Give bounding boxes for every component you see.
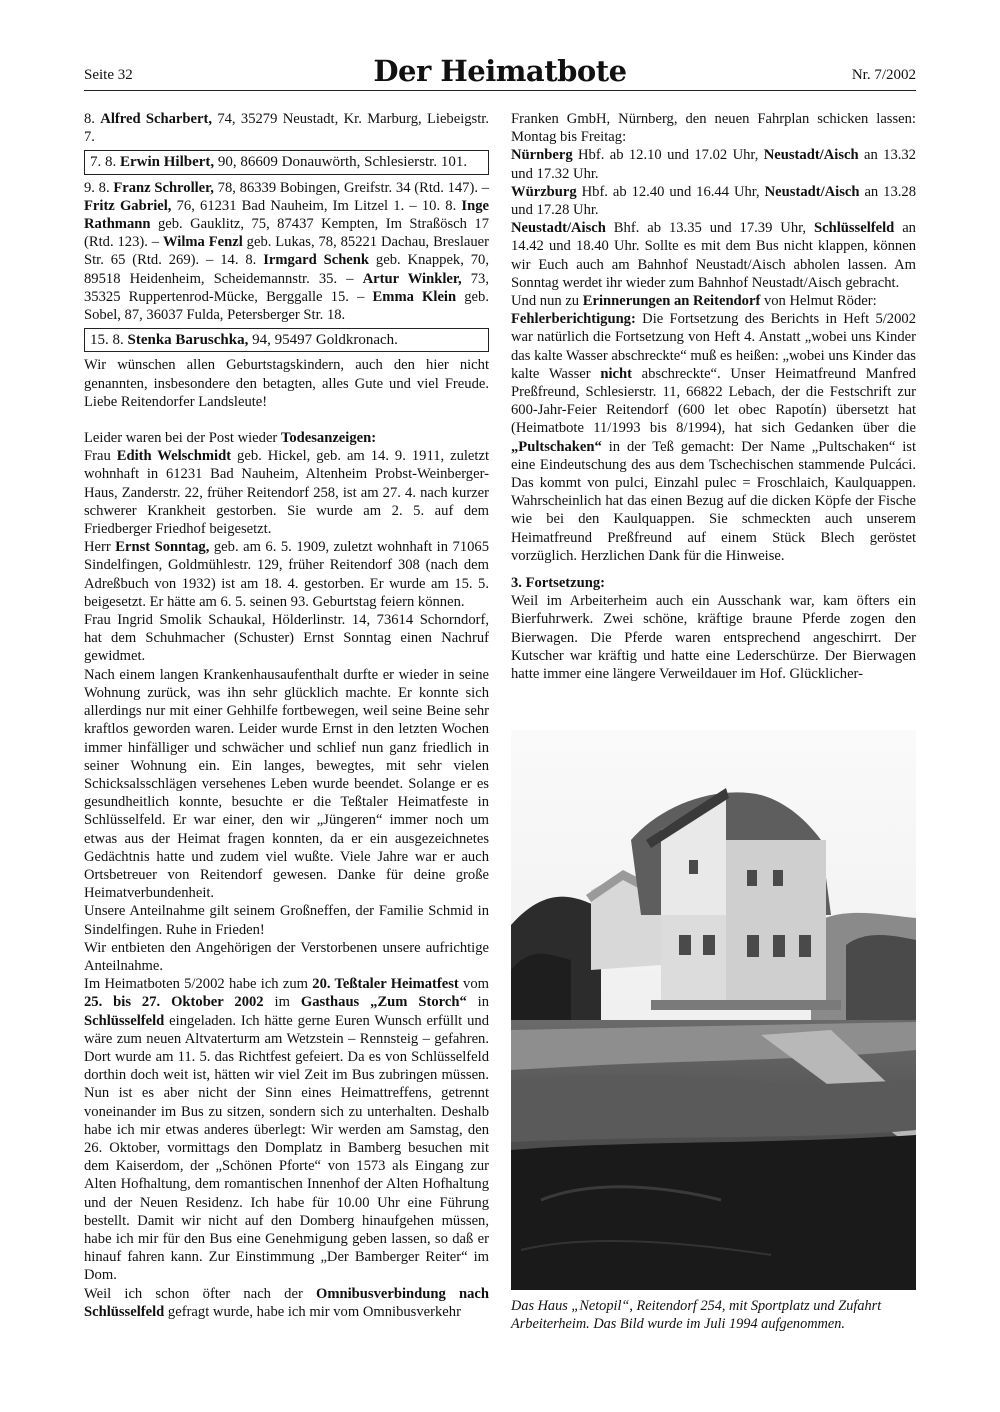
newspaper-logo: Der Heimatbote (373, 54, 627, 88)
section-heading: 3. Fortsetzung: (511, 575, 606, 592)
death-notice: Frau Edith Welschmidt geb. Hickel, geb. am 14. 9. 1911, zuletzt wohnhaft in 61231 Bad Nauheim, Altenheim Probst-Weinberger-Haus, Zanderstr. 22, früher Reitendorf 258, ist am 27. 4. nach kurzer schwerer Krankheit gestorben. Sie wurde am 2. 5. auf dem Friedberger Friedhof beigesetzt. (84, 448, 489, 538)
paragraph: Und nun zu Erinnerungen an Reitendorf von Helmut Röder: (511, 293, 877, 310)
death-notices-intro: Leider waren bei der Post wieder Todesanzeigen: (84, 430, 377, 447)
heimatfest-paragraph: Im Heimatboten 5/2002 habe ich zum 20. Teßtaler Heimatfest vom 25. bis 27. Oktober 2002 im Gasthaus „Zum Storch“ in Schlüsselfeld eingeladen. Ich hätte gerne Euren Wunsch erfüllt und wäre zum neuen Altvaterturm am Wetzstein – Rennsteig – gefahren. Dort wurde am 11. 5. das Richtfest gefeiert. Da es von Schlüsselfeld dorthin doch weit ist, hätten wir viel Zeit im Bus zubringen müssen. Nun ist es aber nicht der Sinn eines Heimattreffens, getrennt voneinander im Bus zu sitzen, sondern sich zu unterhalten. Deshalb habe ich mir etwas anderes überlegt: Wir werden am Samstag, den 26. Oktober, vormittags den Domplatz in Bamberg besuchen mit dem Kaiserdom, der „Schönen Pforte“ von 1573 als Eingang zur Alten Hofhaltung, dem romantischen Innenhof der Alten Hofhaltung und der Neuen Residenz. Ich habe für 10.00 Uhr eine Führung bestellt. Damit wir nicht auf den Domberg hinaufgehen müssen, habe ich mir für den Bus eine Genehmigung geben lassen, so daß er hinauf fahren kann. Zur Einstimmung „Der Bamberger Reiter“ im Dom. (84, 976, 490, 1284)
photo-caption: Das Haus „Netopil“, Reitendorf 254, mit Sportplatz und Zufahrt Arbeiterheim. Das Bild wurde im Juli 1994 aufgenommen. (511, 1298, 882, 1332)
paragraph: Nach einem langen Krankenhausaufenthalt durfte er wieder in seine Wohnung zurück, was ihn sehr glücklich machte. Er konnte sich allerdings nur mit einer Gehhilfe fortbewegen, weil seine Beine sehr kraftlos geworden waren. Leider wurde Ernst in den letzten Wochen immer hinfälliger und schwächer und schlief nun ganz friedlich in seiner Wohnung ein. Ein langes, bewegtes, mit sehr vielen Schicksalsschlägen versehenes Leben wurde beendet. Solange er es gesundheitlich konnte, besuchte er die Teßtaler Heimatfeste in Schlüsselfeld. Er war einer, den wir „Jüngeren“ immer noch um etwas aus der Heimat fragen konnten, da er ein ausgezeichnetes Gedächtnis hatte und zudem viel wußte. Viele Jahre war er auch Ortsbetreuer von Reitendorf gewesen. Danke für deine große Heimatverbundenheit. (84, 666, 489, 902)
paragraph: Weil im Arbeiterheim auch ein Ausschank war, kam öfters ein Bierfuhrwerk. Zwei schöne, kräftige braune Pferde zogen den Bierwagen. Die Pferde waren entsprechend angeschirrt. Der Kutscher war kräftig und hatte eine Lederschürze. Der Bierwagen hatte immer eine längere Verweildauer im Hof. Glücklicher- (511, 593, 916, 683)
paragraph: Frau Ingrid Smolik Schaukal, Hölderlinstr. 14, 73614 Schorndorf, hat dem Schuhmacher (Schuster) Ernst Sonntag einen Nachruf gewidmet. (84, 612, 489, 665)
right-column (511, 110, 916, 683)
bus-paragraph: Weil ich schon öfter nach der Omnibusverbindung nach Schlüsselfeld gefragt wurde, habe ich mir vom Omnibusverkehr (84, 1285, 489, 1320)
paragraph: Unsere Anteilnahme gilt seinem Großneffen, der Familie Schmid in Sindelfingen. Ruhe in Frieden! (84, 903, 489, 938)
timetable-row: Neustadt/Aisch Bhf. ab 13.35 und 17.39 Uhr, Schlüsselfeld an 14.42 und 18.40 Uhr. Sollte es mit dem Bus nicht klappen, können wir Euch auch am Bahnhof Neustadt/Aisch abholen lassen. Am Sonntag werdet ihr wieder zum Bahnhof Neustadt/Aisch gebracht. (511, 220, 916, 291)
birthday-highlight-box: 7. 8. Erwin Hilbert, 90, 86609 Donauwörth, Schlesierstr. 101. (84, 150, 489, 174)
timetable-row: Würzburg Hbf. ab 12.40 und 16.44 Uhr, Neustadt/Aisch an 13.28 und 17.28 Uhr. (511, 183, 916, 219)
birthday-entry: 8. Alfred Scharbert, 74, 35279 Neustadt, Kr. Marburg, Liebeigstr. 7. (84, 111, 489, 146)
issue-number: Nr. 7/2002 (851, 67, 916, 83)
paragraph: Franken GmbH, Nürnberg, den neuen Fahrplan schicken lassen: Montag bis Freitag: (511, 111, 916, 146)
correction-paragraph: Fehlerberichtigung: Die Fortsetzung des Berichts in Heft 5/2002 war natürlich die Fortsetzung von Heft 4. Anstatt „wobei uns Kinder das kalte Wasser abschreckte“ muß es heißen: „wobei uns Kinder das kalte Wasser nicht abschreckte“. Unser Heimatfreund Manfred Preßfreund, Schlesierstr. 11, 66822 Lebach, der die Festschrift zur 600-Jahr-Feier Reitendorf (600 let obec Rapotín) übersetzt hat (Heimatbote 11/1993 bis 8/1994), hat sich Gedanken über die „Pultschaken“ in der Teß gemacht: Der Name „Pultschaken“ ist eine Eindeutschung des aus dem Tschechischen stammende Pulcáci. Das kommt von pulci, Einzahl pulec = Froschlaich, Kaulquappen. Wahrscheinlich hat das einen Bezug auf die dicken Köpfe der Fische wie bei den Kaulquappen. Sie schmeckten auch unserem Heimatfreund Preßfreund auf einem Stück Blech geröstet vorzüglich. Herzlichen Dank für die Hinweise. (511, 311, 916, 564)
left-column (84, 110, 489, 1321)
birthday-list: 9. 8. Franz Schroller, 78, 86339 Bobingen, Greifstr. 34 (Rtd. 147). – Fritz Gabriel, 76, 61231 Bad Nauheim, Im Litzel 1. – 10. 8. Inge Rathmann geb. Gauklitz, 75, 87437 Kempten, Im Straßösch 17 (Rtd. 123). – Wilma Fenzl geb. Lukas, 78, 85221 Dachau, Breslauer Str. 65 (Rtd. 269). – 14. 8. Irmgard Schenk geb. Knappek, 70, 89518 Heidenheim, Scheidemannstr. 35. – Artur Winkler, 73, 35325 Ruppertenrod-Mücke, Berggalle 15. – Emma Klein geb. Sobel, 87, 36037 Fulda, Petersberger Str. 18. (84, 179, 490, 324)
birthday-wishes: Wir wünschen allen Geburtstagskindern, auch den hier nicht genannten, insbesondere den betagten, alles Gute und viel Freude. Liebe Reitendorfer Landsleute! (84, 357, 489, 410)
page-header (84, 52, 916, 91)
death-notice: Herr Ernst Sonntag, geb. am 6. 5. 1909, zuletzt wohnhaft in 71065 Sindelfingen, Goldmühlestr. 129, früher Reitendorf 308 (nach dem Adreßbuch von 1932) ist am 18. 4. gestorben. Er wurde am 15. 5. beigesetzt. Er hätte am 6. 5. seinen 93. Geburtstag feiern können. (84, 539, 490, 610)
house-photo (511, 730, 916, 1290)
paragraph: Wir entbieten den Angehörigen der Verstorbenen unsere aufrichtige Anteilnahme. (84, 939, 489, 974)
page-number: Seite 32 (84, 67, 133, 83)
timetable-row: Nürnberg Hbf. ab 12.10 und 17.02 Uhr, Neustadt/Aisch an 13.32 und 17.32 Uhr. (511, 147, 916, 182)
birthday-highlight-box: 15. 8. Stenka Baruschka, 94, 95497 Goldkronach. (84, 328, 489, 352)
